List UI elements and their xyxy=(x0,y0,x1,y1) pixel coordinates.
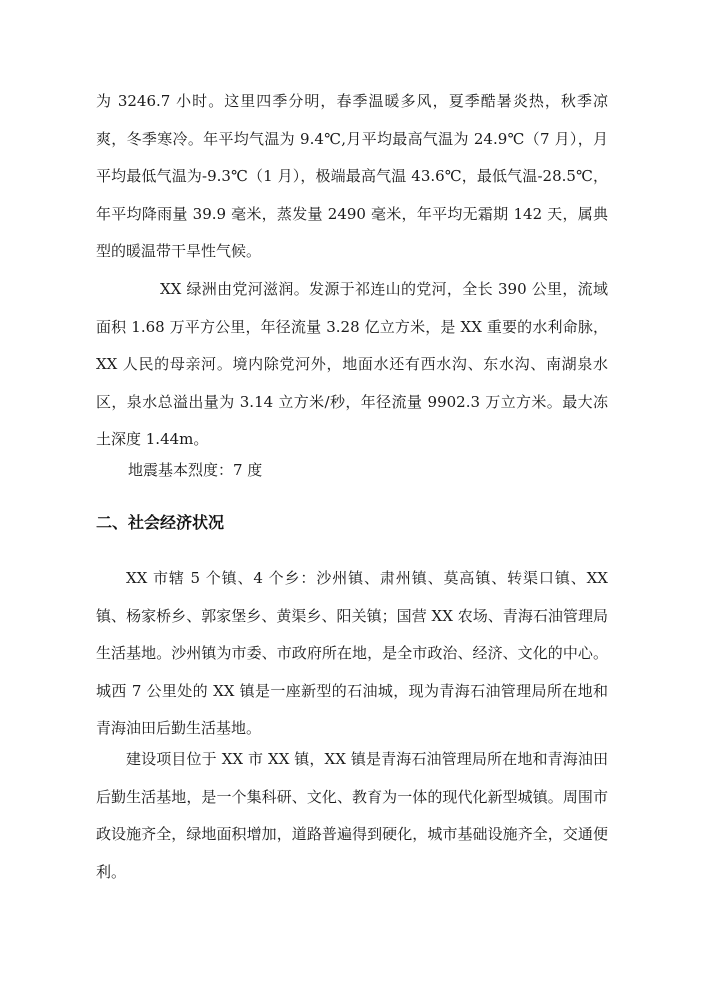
paragraph-climate: 为 3246.7 小时。这里四季分明，春季温暖多风，夏季酷暑炎热，秋季凉爽，冬季寒冷。年平均气温为 9.4℃,月平均最高气温为 24.9℃（7 月），月平均最低气温为-9.3℃（1 月），极端最高气温 43.6℃，最低气温-28.5℃，年平均降雨量 39.9 毫米，蒸发量 2490 毫米，年平均无霜期 142 天，属典型的暖温带干旱性气候。 xyxy=(96,92,608,260)
paragraph-administration: XX 市辖 5 个镇、4 个乡：沙州镇、肃州镇、莫高镇、转渠口镇、XX 镇、杨家桥乡、郭家堡乡、黄渠乡、阳关镇；国营 XX 农场、青海石油管理局生活基地。沙州镇为市委、市政府所在地，是全市政治、经济、文化的中心。城西 7 公里处的 XX 镇是一座新型的石油城，现为青海石油管理局所在地和青海油田后勤生活基地。 xyxy=(96,569,608,737)
paragraph-seismic: 地震基本烈度：7 度 xyxy=(128,461,263,479)
section-heading: 二、社会经济状况 xyxy=(96,513,225,532)
paragraph-project: 建设项目位于 XX 市 XX 镇，XX 镇是青海石油管理局所在地和青海油田后勤生活基地，是一个集科研、文化、教育为一体的现代化新型城镇。周围市政设施齐全，绿地面积增加，道路普遍得到硬化，城市基础设施齐全，交通便利。 xyxy=(96,750,608,881)
paragraph-hydrology: XX 绿洲由党河滋润。发源于祁连山的党河，全长 390 公里，流域面积 1.68 万平方公里，年径流量 3.28 亿立方米，是 XX 重要的水利命脉，XX 人民的母亲河。境内除党河外，地面水还有西水沟、东水沟、南湖泉水区，泉水总溢出量为 3.14 立方米/秒，年径流量 9902.3 万立方米。最大冻土深度 1.44m。 xyxy=(96,280,608,448)
